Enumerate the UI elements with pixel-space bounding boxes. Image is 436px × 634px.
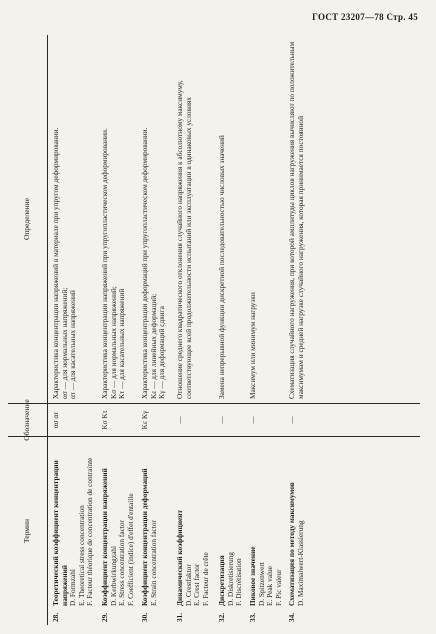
definition-line: Максимум или минимум нагрузки [248, 292, 257, 399]
term-text [249, 441, 283, 606]
symbol-cell: ασ ατ [51, 411, 60, 429]
term-russian: Схематизация по методу максимумов [287, 482, 296, 606]
definition-cell [95, 35, 135, 403]
term-row [283, 437, 305, 625]
symbol-column [48, 403, 420, 437]
symbol-column-header: Обозначение [8, 403, 48, 437]
term-row [48, 437, 95, 625]
rotated-table-body [8, 35, 420, 625]
term-translation: D. Kerbwirkungzahl [108, 546, 118, 606]
term-translation: F. Pic valeur [273, 569, 283, 606]
term-number: 32. [217, 612, 226, 622]
definition-column [48, 35, 420, 403]
term-russian: Дискретизация [217, 555, 226, 606]
term-translation: F. Discrétisation [234, 558, 244, 606]
term-translation: E. Stress concentration factor [117, 520, 127, 606]
definition-line: Замена непрерывной функции дискретной последовательностью числовых значений [217, 135, 226, 399]
definition-cell [244, 35, 283, 403]
table-grid [8, 35, 420, 625]
definition-line: Характеристика концентрации деформаций при упругопластическом деформировании. [140, 127, 149, 399]
term-number: 31. [175, 612, 184, 622]
definition-line: ασ — для нормальных напряжений; [59, 287, 69, 399]
term-number: 34. [287, 612, 296, 622]
definition-line: Kε — для линейных деформаций; [148, 293, 158, 399]
term-text [101, 441, 135, 606]
definition-text [288, 39, 305, 399]
definition-line: Kσ — для нормальных напряжений; [108, 286, 118, 399]
term-translation: F. Facteur de crête [200, 552, 210, 606]
term-column-header: Термин [8, 437, 48, 625]
term-translation: E. Peak value [265, 566, 275, 606]
term-column [48, 437, 420, 625]
definition-line: ατ — для касательных напряжений [68, 290, 78, 399]
definition-text [141, 39, 167, 399]
term-translation: D. Diskretisierung [225, 552, 235, 606]
term-text [218, 441, 244, 606]
definition-text [249, 39, 283, 399]
symbol-cell: — [248, 416, 257, 424]
definition-line: Kγ — для деформаций сдвига [157, 306, 167, 399]
term-translation: D. Spitzenwert [256, 562, 266, 606]
term-russian: Пиковое значение [248, 546, 257, 606]
definition-column-header: Определение [8, 35, 48, 403]
term-translation: D. Crestfaktor [183, 564, 193, 606]
definition-cell [48, 35, 95, 403]
definition-cell [210, 35, 244, 403]
term-russian: Динамический коэффициент [175, 509, 184, 606]
definition-text [52, 39, 95, 399]
term-russian: Теоретический коэффициент концентрации напряжений [51, 460, 69, 606]
term-row [167, 437, 210, 625]
symbol-cell: — [175, 416, 184, 424]
definition-cell [283, 35, 305, 403]
term-row [95, 437, 135, 625]
term-number: 33. [248, 612, 257, 622]
symbol-cell: Kσ Kτ [100, 410, 109, 430]
term-row [135, 437, 167, 625]
term-text [176, 441, 210, 606]
definition-line: Схематизация случайного нагружения, при которой амплитуды циклов нагружения вычисляют по положительным максимумам и средней нагрузке случайного нагружения, которая принимается постоянной [287, 41, 305, 399]
term-translation: F. Coefficient (indice) d'effet d'entaille [125, 493, 135, 606]
term-row [244, 437, 283, 625]
term-translation: D. Formzahl [68, 569, 78, 606]
symbol-cell: — [217, 416, 226, 424]
term-text [288, 441, 305, 606]
term-translation: D. Maximalwert-Klassierung [295, 520, 305, 606]
term-number: 28. [51, 612, 60, 622]
term-text [52, 441, 95, 606]
term-number: 30. [140, 612, 149, 622]
definition-line: Характеристика концентрации напряжений при упругопластическом деформировании. [100, 128, 109, 399]
term-translation: E. Strain concentration factor [148, 520, 158, 606]
term-row [210, 437, 244, 625]
definition-line: Отношение среднего квадратического отклонения случайного напряжения к абсолютному максимуму, соответствующее всей продолжительности испытаний или эксплуатации в одинаковых условиях [175, 80, 193, 399]
definition-cell [167, 35, 210, 403]
definition-line: Характеристика концентрации напряжений в материале при упругом деформировании. [51, 127, 60, 399]
term-translation: E. Crest factor [192, 563, 202, 606]
definition-text [176, 39, 210, 399]
term-translation: F. Facteur théorique de concentration de contrainte [85, 457, 95, 606]
page-header: ГОСТ 23207—78 Стр. 45 [312, 12, 418, 22]
definition-text [218, 39, 244, 399]
term-russian: Коэффициент концентрации деформаций [140, 468, 149, 606]
definition-line: Kτ — для касательных напряжений [117, 288, 127, 399]
symbol-cell: — [287, 416, 296, 424]
terms-table [8, 35, 420, 625]
term-translation: E. Theoretical stress concentration [76, 505, 86, 606]
term-number: 29. [100, 612, 109, 622]
term-text [141, 441, 167, 606]
definition-text [101, 39, 135, 399]
term-russian: Коэффициент концентрации напряжений [100, 468, 109, 606]
definition-cell [135, 35, 167, 403]
symbol-cell: Kε Kγ [140, 410, 149, 430]
